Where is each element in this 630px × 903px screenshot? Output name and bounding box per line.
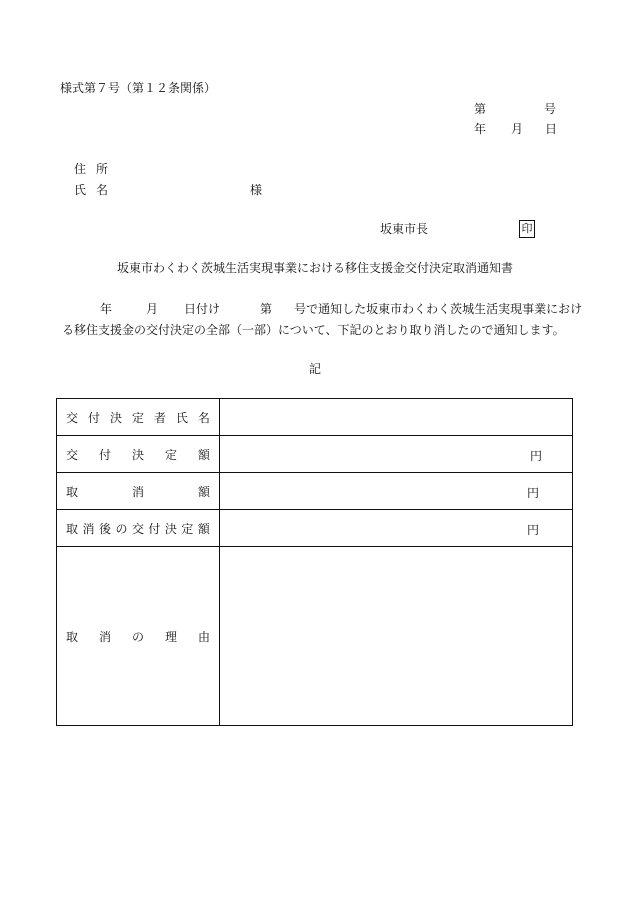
label-char: 由 — [197, 629, 210, 644]
label-char: 決 — [131, 447, 144, 462]
date-month-label: 月 — [511, 122, 524, 136]
seal-mark: 印 — [519, 220, 535, 238]
row-label — [57, 473, 220, 510]
table-row — [57, 510, 573, 547]
honorific: 様 — [250, 183, 263, 197]
body-month: 月 — [146, 302, 159, 316]
label-char: 付 — [98, 447, 111, 462]
row-value[interactable] — [220, 473, 573, 510]
body-line-1-rest: 号で通知した坂東市わくわく茨城生活実現事業におけ — [294, 302, 583, 316]
yen-unit: 円 — [526, 486, 539, 500]
row-label — [57, 547, 220, 726]
date-day-label: 日 — [545, 122, 558, 136]
label-spread — [66, 446, 219, 463]
label-char: 理 — [164, 629, 177, 644]
label-char: 付 — [148, 521, 161, 536]
document-number-suffix: 号 — [544, 102, 557, 116]
issuer-title: 坂東市長 — [380, 222, 429, 236]
label-char: の — [131, 629, 144, 644]
body-line-2: る移住支援金の交付決定の全部（一部）について、下記のとおり取り消したので通知します。 — [62, 323, 565, 337]
label-char: 氏 — [175, 410, 188, 425]
label-char: 消 — [82, 521, 95, 536]
label-spread — [66, 483, 219, 500]
label-char: 付 — [87, 410, 100, 425]
label-char: 者 — [153, 410, 166, 425]
table-row — [57, 436, 573, 473]
body-line-1 — [100, 301, 582, 317]
row-label — [57, 436, 220, 473]
label-char: 交 — [66, 447, 79, 462]
row-value[interactable] — [220, 510, 573, 547]
document-title: 坂東市わくわく茨城生活実現事業における移住支援金交付決定取消通知書 — [116, 261, 513, 275]
label-char: 交 — [66, 410, 79, 425]
label-spread — [66, 520, 219, 537]
label-char: 取 — [66, 629, 79, 644]
body-number-prefix: 第 — [260, 302, 273, 316]
table-row — [57, 473, 573, 510]
label-char: 額 — [197, 447, 210, 462]
row-value[interactable] — [220, 547, 573, 726]
row-label — [57, 399, 220, 436]
yen-unit: 円 — [526, 523, 539, 537]
label-char: 額 — [197, 484, 210, 499]
row-value[interactable] — [220, 399, 573, 436]
table-row — [57, 547, 573, 726]
label-char: 定 — [131, 410, 144, 425]
detail-table — [56, 398, 573, 726]
name-label: 氏名 — [74, 183, 119, 197]
label-char: 定 — [164, 447, 177, 462]
row-label — [57, 510, 220, 547]
label-char: の — [115, 521, 128, 536]
address-label: 住所 — [74, 162, 119, 176]
label-spread — [66, 628, 219, 645]
label-spread — [66, 409, 219, 426]
form-number: 様式第７号（第１２条関係） — [60, 81, 217, 95]
label-char: 取 — [66, 484, 79, 499]
yen-unit: 円 — [529, 449, 542, 463]
body-dated: 日付け — [184, 302, 221, 316]
body-year: 年 — [100, 302, 113, 316]
label-char: 決 — [109, 410, 122, 425]
label-char: 交 — [131, 521, 144, 536]
label-char: 額 — [197, 521, 210, 536]
ki-heading: 記 — [308, 362, 321, 376]
document-number-prefix: 第 — [474, 102, 487, 116]
table-row — [57, 399, 573, 436]
row-value[interactable] — [220, 436, 573, 473]
label-char: 決 — [164, 521, 177, 536]
date-year-label: 年 — [474, 122, 487, 136]
label-char: 後 — [98, 521, 111, 536]
label-char: 消 — [131, 484, 144, 499]
label-char: 定 — [181, 521, 194, 536]
label-char: 消 — [98, 629, 111, 644]
label-char: 取 — [66, 521, 79, 536]
label-char: 名 — [197, 410, 210, 425]
